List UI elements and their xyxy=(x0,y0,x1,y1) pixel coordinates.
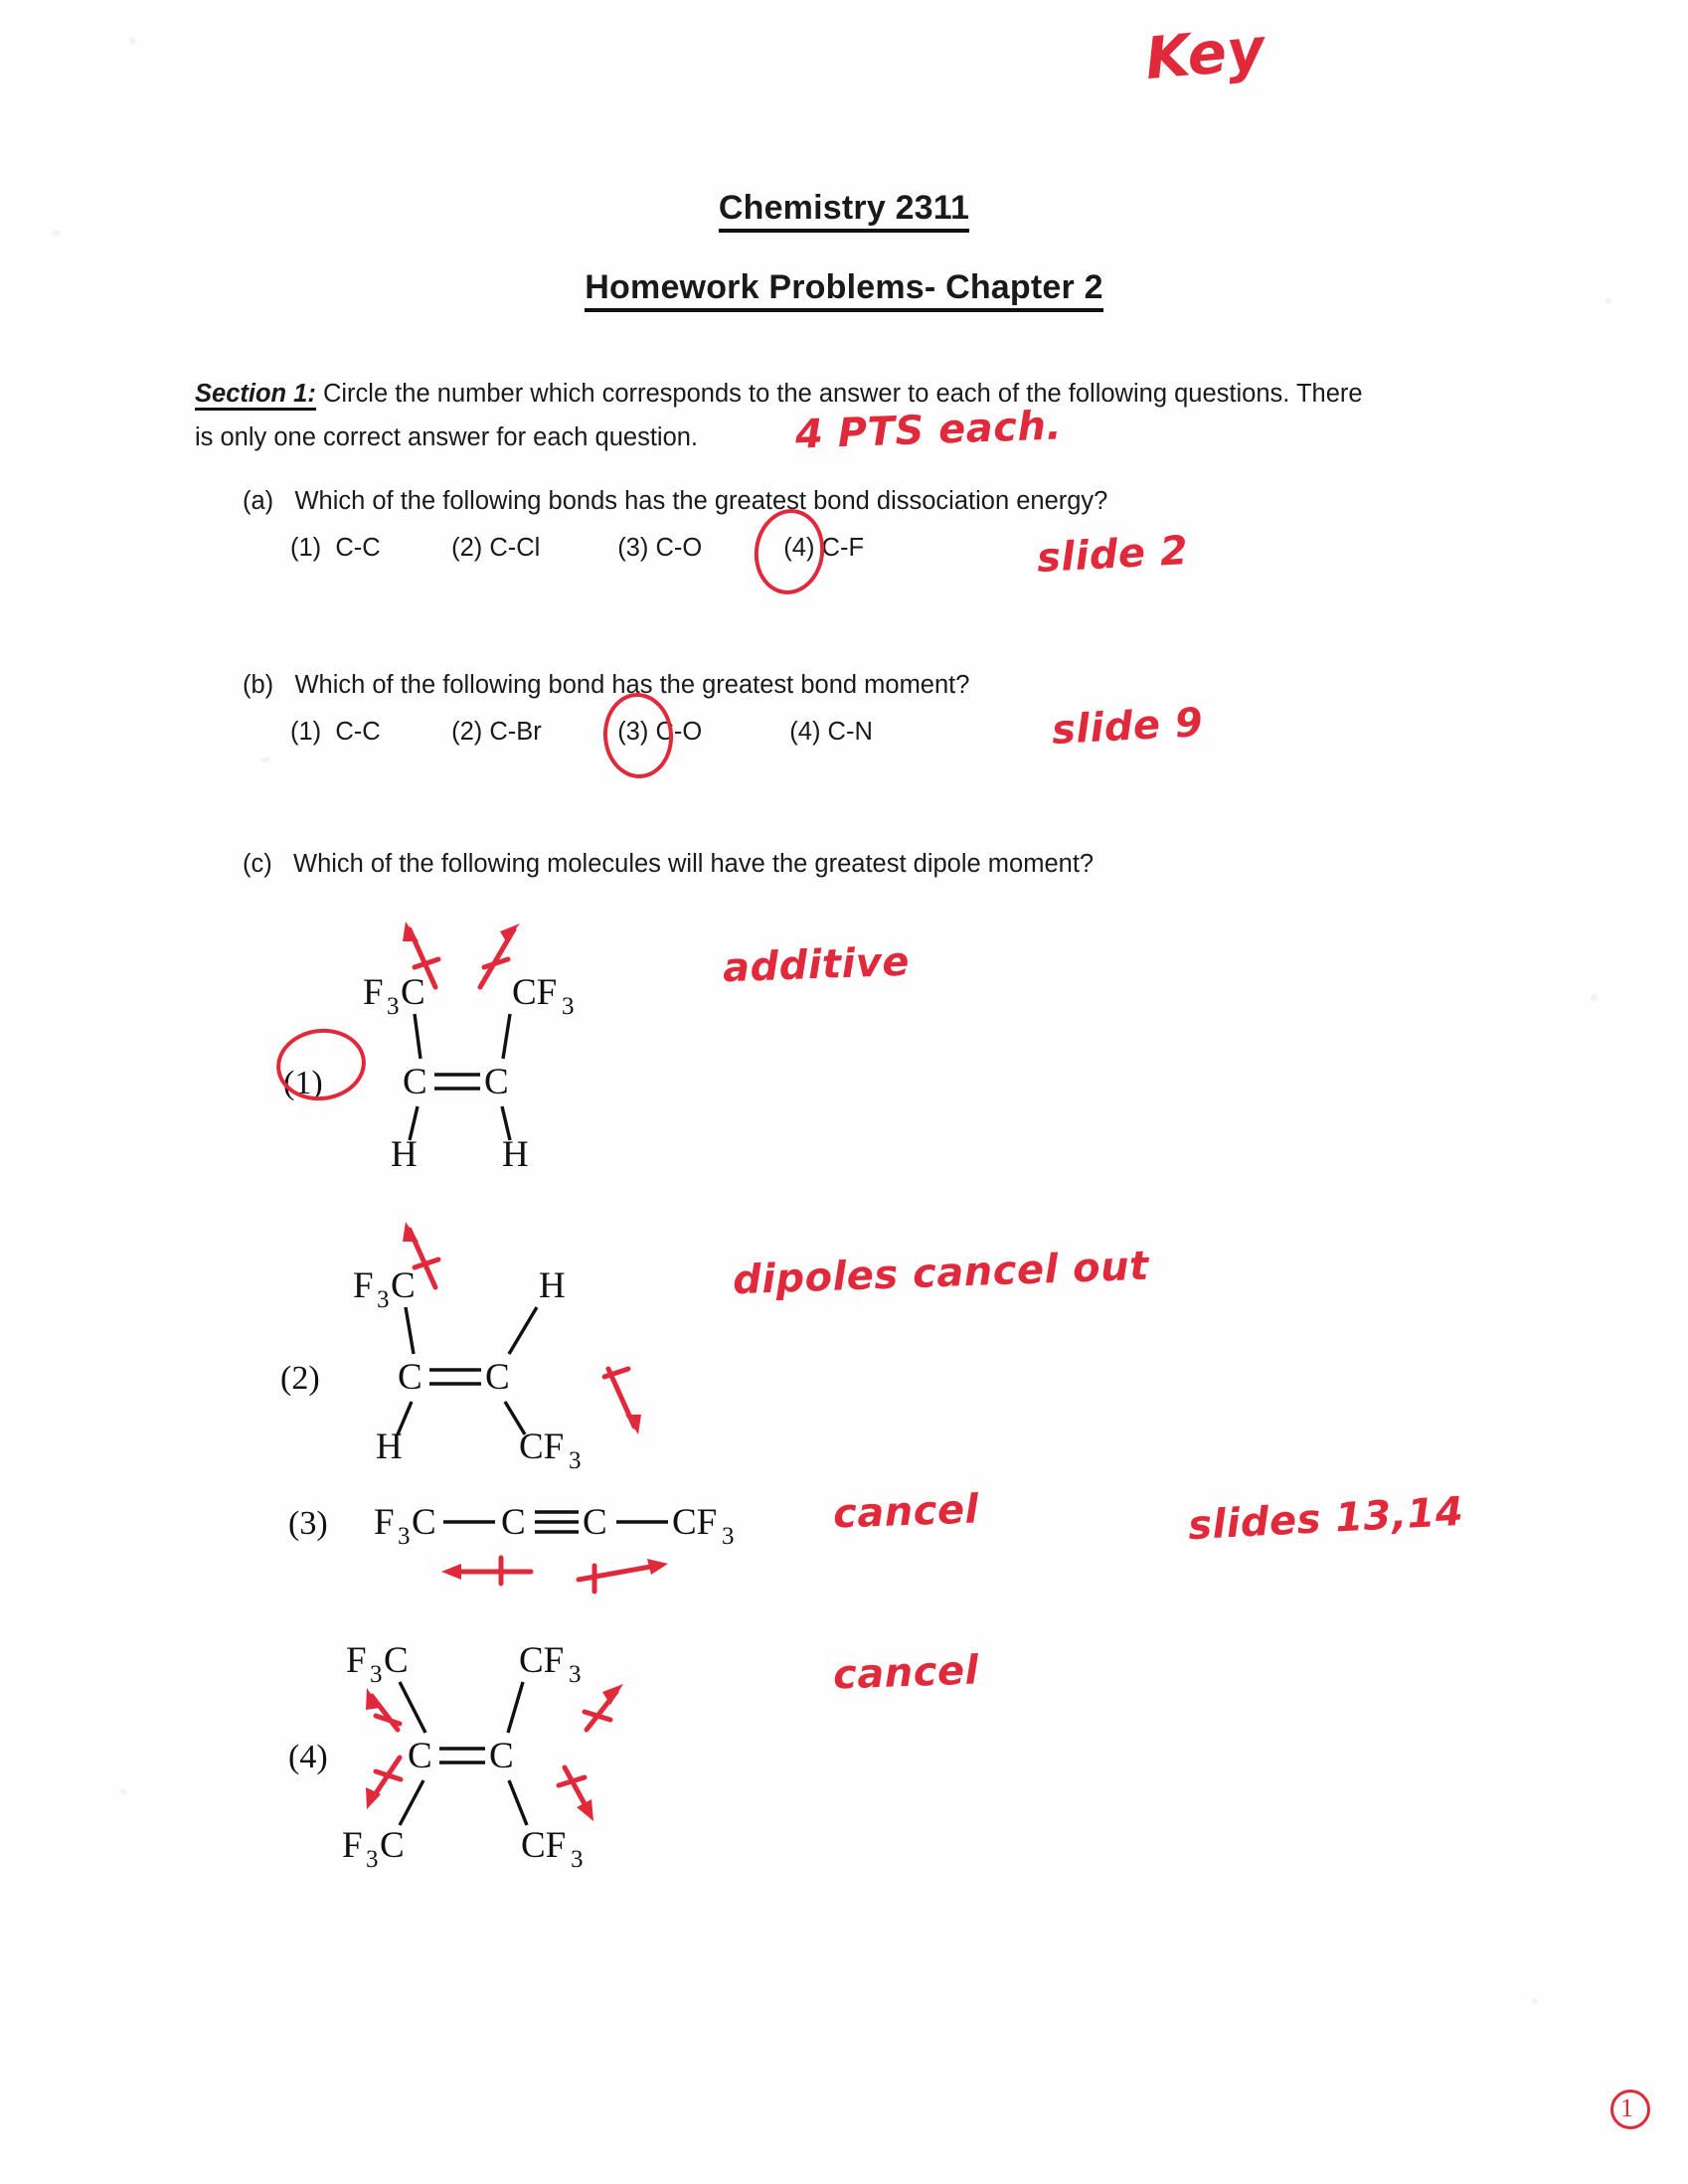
question-c-prompt xyxy=(243,850,1094,879)
section-text-line1: Circle the number which corresponds to the answer to each of the following questions. There xyxy=(322,380,1363,408)
molecule-3-left-main: F xyxy=(374,1502,395,1543)
molecule-4-carbon-left: C xyxy=(408,1736,432,1776)
molecule-4-bottom-left-sub: 3 xyxy=(366,1846,379,1873)
option-b-4[interactable]: (4) C-N xyxy=(789,718,873,746)
question-b-options xyxy=(290,718,873,747)
option-b-2[interactable]: (2) C-Br xyxy=(451,718,542,746)
section-label: Section 1: xyxy=(195,380,316,411)
molecule-2-bottom-right-main: CF xyxy=(519,1427,565,1467)
molecule-3-carbon-left: C xyxy=(501,1502,526,1543)
molecule-1-bottom-right: H xyxy=(502,1134,529,1175)
dipole-arrow-lower-left xyxy=(366,1758,401,1809)
question-a-letter: (a) xyxy=(243,487,274,515)
molecule-3-label: (3) xyxy=(288,1505,328,1542)
molecule-1-top-right-main: CF xyxy=(512,972,558,1013)
dipole-arrow-right xyxy=(579,1559,668,1592)
molecule-4-top-left-tail: C xyxy=(384,1640,409,1681)
scan-speckle xyxy=(52,231,61,236)
question-b-letter: (b) xyxy=(243,671,274,699)
molecule-1-top-left-sub: 3 xyxy=(387,993,400,1020)
molecule-3-carbon-right: C xyxy=(583,1502,607,1543)
circled-answer-b xyxy=(600,691,676,781)
note-cancel-4: cancel xyxy=(832,1647,980,1699)
question-c-text: Which of the following molecules will have the greatest dipole moment? xyxy=(293,850,1095,878)
note-additive: additive xyxy=(722,938,911,992)
molecule-1-label: (1) xyxy=(283,1065,323,1101)
molecule-4-top-right-main: CF xyxy=(519,1640,565,1681)
molecule-2-bottom-right-sub: 3 xyxy=(569,1447,582,1474)
molecule-4-carbon-right: C xyxy=(489,1736,514,1776)
molecule-2-carbon-left: C xyxy=(398,1357,422,1398)
molecule-4-top-left-main: F xyxy=(346,1640,367,1681)
molecule-4 xyxy=(268,1620,706,1873)
molecule-1-carbon-right: C xyxy=(484,1062,509,1102)
option-a-2[interactable]: (2) C-Cl xyxy=(451,534,541,562)
molecule-1-bottom-left: H xyxy=(391,1134,418,1175)
dipole-arrow-left xyxy=(441,1558,531,1584)
slide-reference-b: slide 9 xyxy=(1050,700,1205,754)
scan-speckle xyxy=(1591,994,1598,1001)
molecule-4-label: (4) xyxy=(288,1739,328,1775)
molecule-4-bottom-right-sub: 3 xyxy=(571,1846,584,1873)
molecule-2-carbon-right: C xyxy=(485,1357,510,1398)
dipole-arrow-upper-right xyxy=(585,1684,623,1730)
molecule-3-right-sub: 3 xyxy=(722,1523,735,1550)
dipole-arrow-down-right xyxy=(604,1369,641,1434)
molecule-1-carbon-left: C xyxy=(403,1062,427,1102)
molecule-2-label: (2) xyxy=(280,1360,320,1397)
molecule-2-bottom-left: H xyxy=(376,1427,403,1467)
molecule-4-bottom-left-main: F xyxy=(342,1825,363,1866)
molecule-2-top-left-sub: 3 xyxy=(377,1286,390,1313)
molecule-3-right-main: CF xyxy=(672,1502,718,1543)
scan-speckle xyxy=(119,1789,127,1794)
molecule-3 xyxy=(280,1476,758,1605)
page-title-line1: Chemistry 2311 xyxy=(0,189,1688,228)
molecule-2-top-right: H xyxy=(539,1265,566,1306)
question-a-prompt xyxy=(243,487,1107,516)
key-annotation: Key xyxy=(1142,14,1268,93)
option-b-1[interactable]: (1) C-C xyxy=(290,718,381,746)
note-dipoles-cancel: dipoles cancel out xyxy=(732,1243,1150,1304)
molecule-1-top-right-sub: 3 xyxy=(562,993,575,1020)
slides-reference-c: slides 13,14 xyxy=(1186,1488,1465,1550)
question-a-text: Which of the following bonds has the greatest bond dissociation energy? xyxy=(294,487,1108,515)
molecule-2 xyxy=(258,1198,686,1474)
question-b-text: Which of the following bond has the greatest bond moment? xyxy=(294,671,970,699)
option-a-4[interactable]: (4) C-F xyxy=(783,534,865,562)
points-annotation: 4 PTS each. xyxy=(794,403,1063,458)
molecule-1-top-left-tail: C xyxy=(401,972,425,1013)
page-number: 1 xyxy=(1620,2094,1633,2122)
question-c-letter: (c) xyxy=(243,850,272,878)
option-a-3[interactable]: (3) C-O xyxy=(617,534,703,562)
molecule-3-left-sub: 3 xyxy=(398,1523,411,1550)
dipole-arrow-upper-left xyxy=(366,1688,400,1730)
slide-reference-a: slide 2 xyxy=(1035,528,1190,582)
question-b-prompt xyxy=(243,671,969,700)
molecule-3-left-tail: C xyxy=(412,1502,436,1543)
molecule-2-top-left-tail: C xyxy=(391,1265,416,1306)
molecule-1-top-left-main: F xyxy=(363,972,384,1013)
scan-speckle xyxy=(1531,1998,1538,2004)
circled-answer-a xyxy=(749,505,829,599)
page-title-line2: Homework Problems- Chapter 2 xyxy=(0,268,1688,307)
scan-speckle xyxy=(129,38,136,45)
option-a-1[interactable]: (1) C-C xyxy=(290,534,381,562)
section-text-line2: is only one correct answer for each question. xyxy=(195,423,699,451)
scan-speckle xyxy=(260,757,270,762)
note-cancel-3: cancel xyxy=(832,1486,980,1538)
molecule-4-bottom-left-tail: C xyxy=(380,1825,405,1866)
molecule-4-top-right-sub: 3 xyxy=(569,1661,582,1688)
dipole-arrow-lower-right xyxy=(559,1767,593,1821)
option-b-3[interactable]: (3) C-O xyxy=(617,718,703,746)
molecule-4-bottom-right-main: CF xyxy=(521,1825,567,1866)
molecule-4-top-left-sub: 3 xyxy=(370,1661,383,1688)
molecule-2-top-left-main: F xyxy=(353,1265,374,1306)
